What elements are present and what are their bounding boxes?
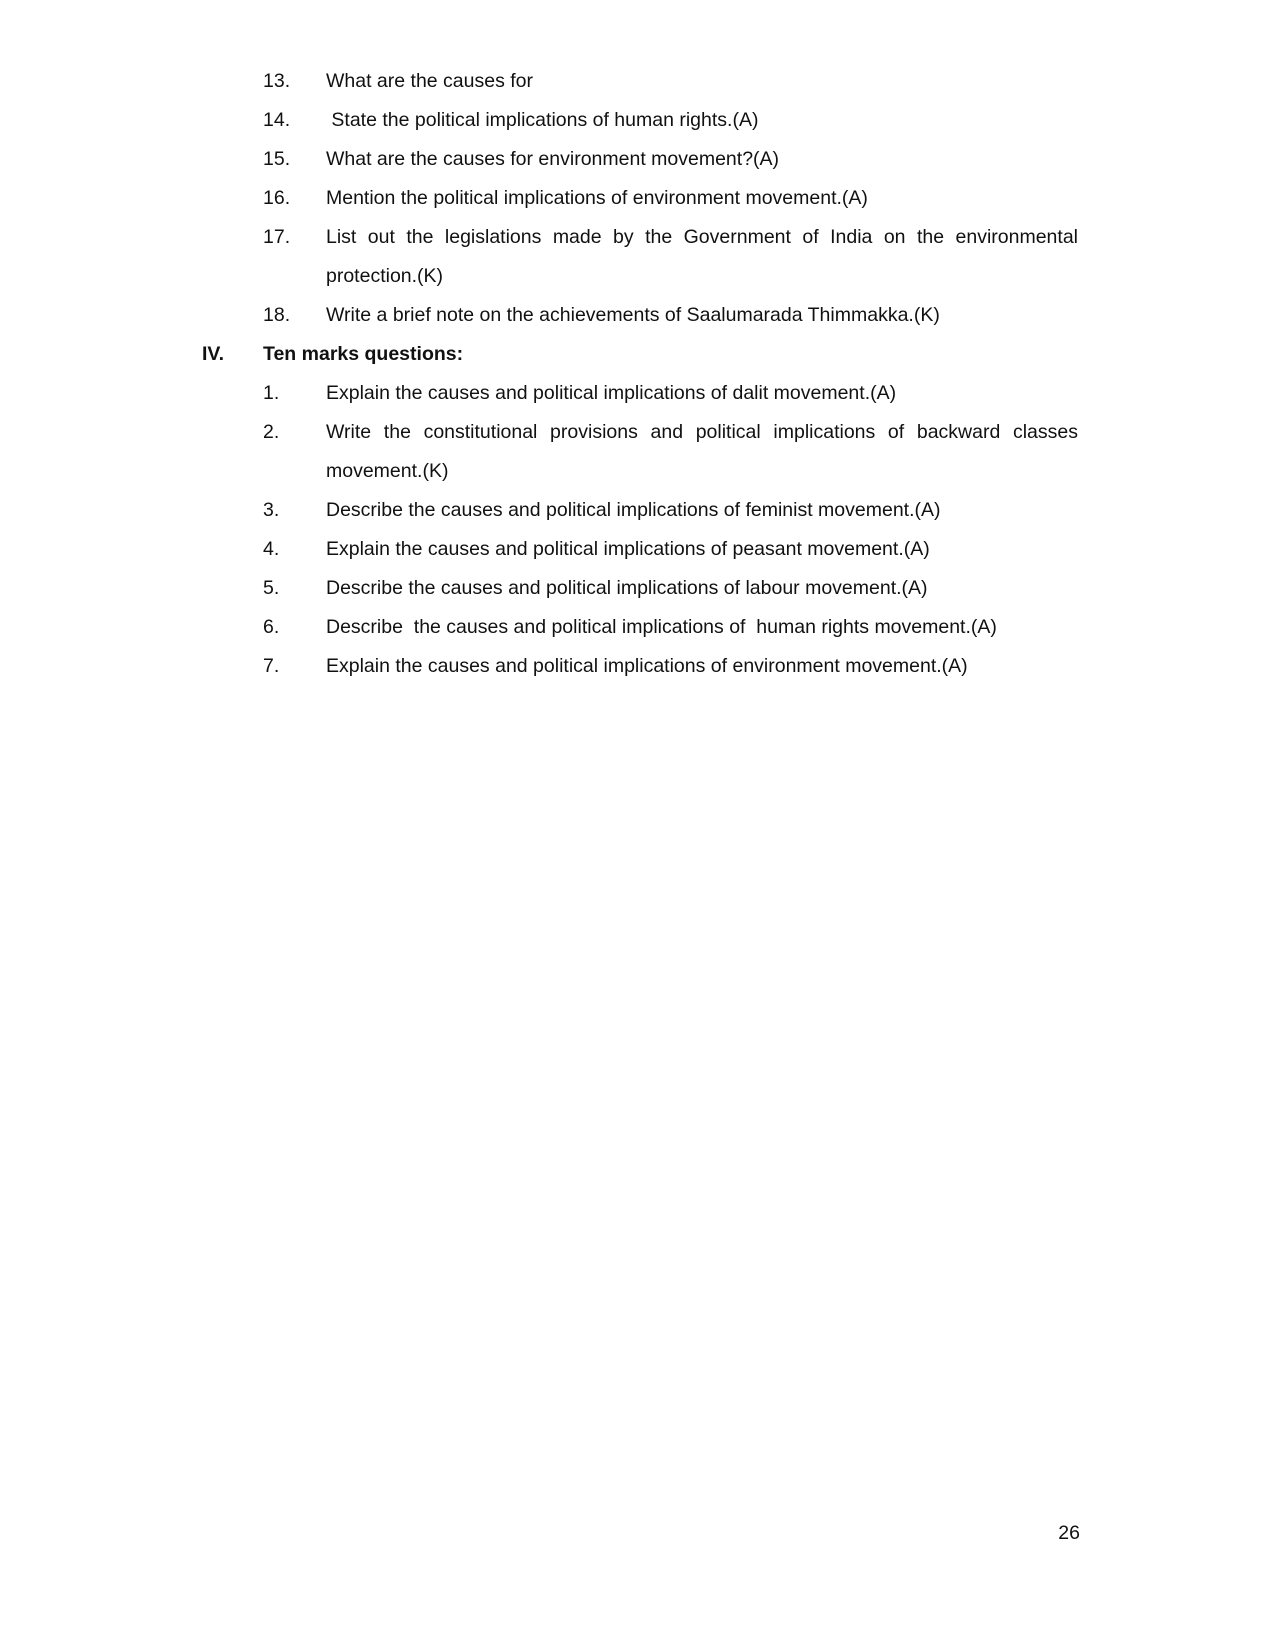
question-number: 18. — [263, 304, 291, 326]
section-title: Ten marks questions: — [263, 343, 464, 365]
question-number: 6. — [263, 616, 280, 638]
question-text: State the political implications of human rights.(A) — [326, 109, 759, 131]
question-text: Describe the causes and political implications of human rights movement.(A) — [326, 616, 997, 638]
question-item — [0, 491, 1275, 530]
question-number: 13. — [263, 70, 291, 92]
question-text: Describe the causes and political implications of feminist movement.(A) — [326, 499, 941, 521]
question-text: What are the causes for environment movement?(A) — [326, 148, 780, 170]
question-number: 17. — [263, 226, 291, 248]
question-number: 1. — [263, 382, 280, 404]
question-number: 2. — [263, 421, 280, 443]
question-number: 14. — [263, 109, 291, 131]
question-text: Explain the causes and political implications of dalit movement.(A) — [326, 382, 897, 404]
question-number: 16. — [263, 187, 291, 209]
question-item — [0, 140, 1275, 179]
question-text: Explain the causes and political implications of peasant movement.(A) — [326, 538, 930, 560]
question-list — [0, 62, 1275, 686]
question-number: 15. — [263, 148, 291, 170]
question-text: What are the causes for — [326, 70, 534, 92]
question-item — [0, 374, 1275, 413]
question-item — [0, 530, 1275, 569]
question-text: Write the constitutional provisions and political implications of backward classes movement.(K) — [326, 421, 1078, 482]
question-item — [0, 101, 1275, 140]
question-number: 4. — [263, 538, 280, 560]
question-item — [0, 296, 1275, 335]
question-item — [0, 179, 1275, 218]
question-number: 3. — [263, 499, 280, 521]
question-text: List out the legislations made by the Government of India on the environmental protection.(K) — [326, 226, 1078, 287]
question-text: Explain the causes and political implications of environment movement.(A) — [326, 655, 968, 677]
section-roman-numeral: IV. — [202, 343, 225, 365]
question-item — [0, 218, 1275, 296]
question-item — [0, 413, 1275, 491]
section-heading — [0, 335, 1275, 374]
question-number: 7. — [263, 655, 280, 677]
question-text: Mention the political implications of environment movement.(A) — [326, 187, 868, 209]
question-item — [0, 62, 1275, 101]
question-number: 5. — [263, 577, 280, 599]
question-text: Write a brief note on the achievements of Saalumarada Thimmakka.(K) — [326, 304, 940, 326]
question-item — [0, 608, 1275, 647]
question-text: Describe the causes and political implications of labour movement.(A) — [326, 577, 928, 599]
page-number: 26 — [1058, 1522, 1080, 1544]
question-item — [0, 647, 1275, 686]
question-item — [0, 569, 1275, 608]
